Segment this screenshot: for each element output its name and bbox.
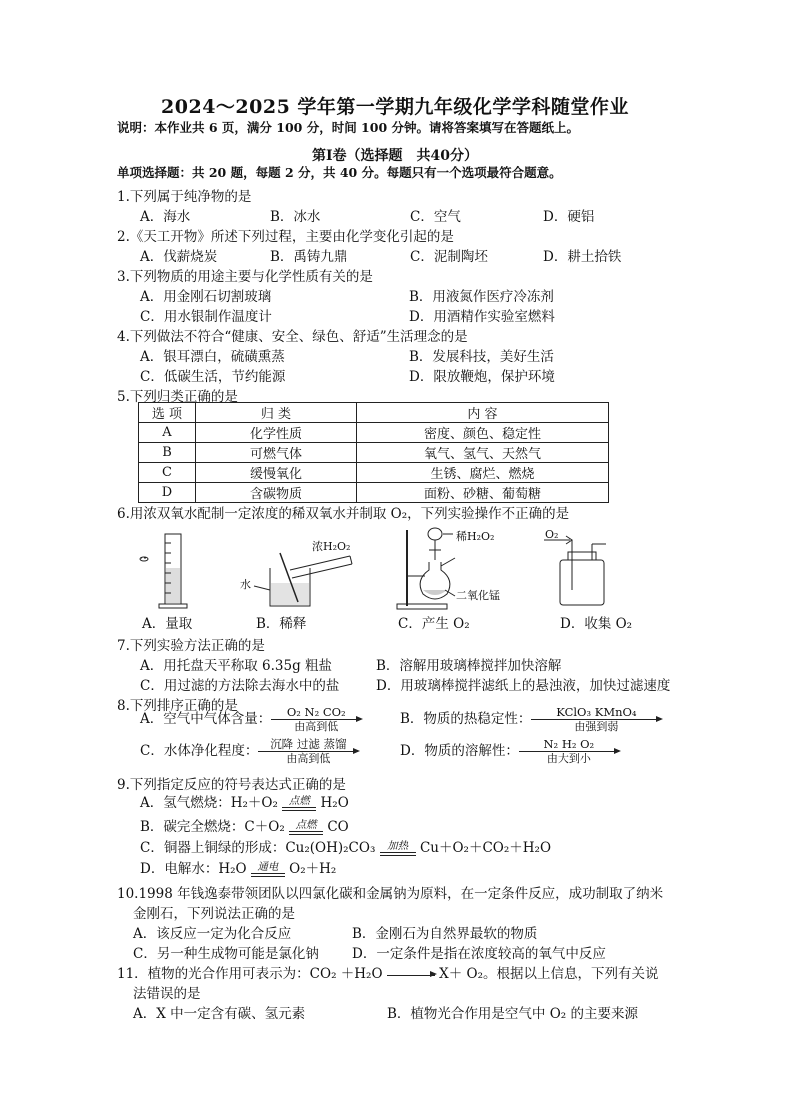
label-manganese-dioxide: 二氧化锰 — [456, 589, 500, 602]
reaction-arrow — [387, 973, 435, 976]
question-7-option-a: A．用托盘天平称取 6.35g 粗盐 — [140, 658, 333, 674]
arrow-bottom-text: 由高到低 — [294, 720, 339, 733]
reaction-condition — [251, 862, 285, 877]
reaction-condition — [289, 820, 323, 835]
label-o2: O₂ — [545, 528, 559, 541]
equals-sign — [380, 852, 416, 856]
question-8-option-d — [400, 738, 619, 765]
products: Cu＋O₂＋CO₂＋H₂O — [419, 840, 552, 856]
table-cell: 生锈、腐烂、燃烧 — [357, 463, 609, 483]
arrow-line — [519, 751, 619, 752]
reactants: D．电解水：H₂O — [140, 861, 247, 877]
question-2-option-b: B．禹铸九鼎 — [270, 249, 348, 265]
ordering-arrow — [258, 738, 358, 765]
question-11-stem-line-2: 法错误的是 — [133, 986, 201, 1002]
question-9-option-b — [140, 815, 349, 835]
table-header-row — [139, 403, 609, 423]
arrow-bottom-text: 由强到弱 — [574, 720, 619, 733]
classification-table — [138, 402, 609, 503]
ordering-arrow — [531, 706, 661, 733]
condition-text: 点燃 — [295, 819, 317, 831]
equals-sign — [289, 831, 323, 835]
table-header-cell: 选 项 — [139, 403, 196, 423]
table-row — [139, 463, 609, 483]
ordering-arrow — [519, 738, 619, 765]
question-3-option-d: D．用酒精作实验室燃料 — [409, 309, 555, 325]
question-7-stem: 7.下列实验方法正确的是 — [117, 638, 265, 654]
option-d-label: D．物质的溶解性： — [400, 743, 519, 759]
table-cell: 含碳物质 — [196, 483, 357, 503]
condition-text: 点燃 — [288, 795, 310, 807]
table-row — [139, 423, 609, 443]
question-10-option-a: A．该反应一定为化合反应 — [133, 926, 292, 942]
question-3-option-c: C．用水银制作温度计 — [140, 309, 272, 325]
question-8-option-c — [140, 738, 358, 765]
label-concentrated-h2o2: 浓H₂O₂ — [312, 540, 351, 553]
reactants: B．碳完全燃烧：C＋O₂ — [140, 819, 285, 835]
question-8-option-b — [400, 706, 661, 733]
question-2-stem: 2.《天工开物》所述下列过程，主要由化学变化引起的是 — [117, 229, 454, 245]
arrow-top-text: N₂ H₂ O₂ — [543, 737, 595, 751]
question-6-option-b: B．稀释 — [256, 616, 307, 632]
condition-text: 通电 — [257, 861, 279, 873]
table-cell: 可燃气体 — [196, 443, 357, 463]
question-11-option-a: A．X 中一定含有碳、氢元素 — [133, 1006, 306, 1022]
reaction-condition — [282, 796, 316, 811]
measuring-cylinder-figure — [135, 528, 195, 610]
condition-text: 加热 — [387, 840, 409, 852]
table-cell: D — [139, 483, 196, 503]
question-6-option-a: A．量取 — [142, 616, 193, 632]
arrow-line — [531, 719, 661, 720]
table-cell: A — [139, 423, 196, 443]
products: H₂O — [320, 795, 349, 811]
question-2-option-c: C．泥制陶坯 — [410, 249, 488, 265]
question-6-stem: 6.用浓双氧水配制一定浓度的稀双氧水并制取 O₂，下列实验操作不正确的是 — [117, 506, 570, 522]
question-4-stem: 4.下列做法不符合“健康、安全、绿色、舒适”生活理念的是 — [117, 329, 468, 345]
question-6-option-c: C．产生 O₂ — [398, 616, 470, 632]
question-7-option-c: C．用过滤的方法除去海水中的盐 — [140, 678, 340, 694]
arrow-top-text: KClO₃ KMnO₄ — [556, 705, 637, 719]
table-cell: B — [139, 443, 196, 463]
question-2-option-a: A．伐薪烧炭 — [140, 249, 218, 265]
question-5-stem: 5.下列归类正确的是 — [117, 389, 238, 405]
arrow-bottom-text: 由高到低 — [286, 752, 331, 765]
question-10-stem-line-1: 10.1998 年钱逸泰带领团队以四氯化碳和金属钠为原料，在一定条件反应，成功制取了纳米 — [117, 886, 664, 902]
question-9-option-d — [140, 857, 336, 877]
table-cell: 缓慢氧化 — [196, 463, 357, 483]
table-cell: C — [139, 463, 196, 483]
question-10-stem-line-2: 金刚石，下列说法正确的是 — [133, 906, 295, 922]
question-10-option-b: B．金刚石为自然界最软的物质 — [352, 926, 538, 942]
question-10-option-d: D．一定条件是指在浓度较高的氧气中反应 — [352, 946, 606, 962]
equals-sign — [282, 807, 316, 811]
equals-sign — [251, 873, 285, 877]
gas-collection-figure — [540, 530, 620, 610]
table-row — [139, 443, 609, 463]
question-9-option-c — [140, 836, 551, 856]
arrow-top-text: 沉降 过滤 蒸馏 — [270, 737, 347, 751]
table-cell: 面粉、砂糖、葡萄糖 — [357, 483, 609, 503]
label-dilute-h2o2: 稀H₂O₂ — [456, 530, 495, 543]
question-2-option-d: D．耕土拾铁 — [543, 249, 622, 265]
question-10-option-c: C．另一种生成物可能是氯化钠 — [133, 946, 319, 962]
question-9-stem: 9.下列指定反应的符号表达式正确的是 — [117, 777, 346, 793]
ordering-arrow — [271, 706, 361, 733]
stem-part-1: 11．植物的光合作用可表示为：CO₂ ＋H₂O — [117, 966, 383, 982]
question-7-option-b: B．溶解用玻璃棒搅拌加快溶解 — [376, 658, 562, 674]
question-3-option-b: B．用液氮作医疗冷冻剂 — [409, 289, 554, 305]
table-header-cell: 归 类 — [196, 403, 357, 423]
question-4-option-a: A．银耳漂白，硫磺熏蒸 — [140, 349, 285, 365]
products: O₂＋H₂ — [289, 861, 337, 877]
question-3-option-a: A．用金刚石切割玻璃 — [140, 289, 272, 305]
option-a-label: A．空气中气体含量： — [140, 711, 272, 727]
arrow-head — [430, 971, 437, 977]
table-row — [139, 483, 609, 503]
question-1-option-d: D．硬铝 — [543, 209, 595, 225]
arrow-line — [258, 751, 358, 752]
section-instruction: 单项选择题：共 20 题，每题 2 分，共 40 分。每题只有一个选项最符合题意。 — [117, 165, 562, 180]
arrow-top-text: O₂ N₂ CO₂ — [286, 705, 346, 719]
table-cell: 化学性质 — [196, 423, 357, 443]
question-4-option-d: D．限放鞭炮，保护环境 — [409, 369, 555, 385]
question-7-option-d: D．用玻璃棒搅拌滤纸上的悬浊液，加快过滤速度 — [376, 678, 671, 694]
table-cell: 氧气、氢气、天然气 — [357, 443, 609, 463]
question-4-option-b: B．发展科技，美好生活 — [409, 349, 554, 365]
question-8-stem: 8.下列排序正确的是 — [117, 698, 238, 714]
table-cell: 密度、颜色、稳定性 — [357, 423, 609, 443]
products: CO — [327, 819, 349, 835]
arrow-line — [387, 975, 435, 976]
option-c-label: C．水体净化程度： — [140, 743, 259, 759]
question-11-stem-line-1 — [117, 962, 659, 982]
question-1-option-a: A．海水 — [140, 209, 191, 225]
question-4-option-c: C．低碳生活，节约能源 — [140, 369, 286, 385]
arrow-bottom-text: 由大到小 — [546, 752, 591, 765]
question-1-option-b: B．冰水 — [270, 209, 321, 225]
reactants: C．铜器上铜绿的形成：Cu₂(OH)₂CO₃ — [140, 840, 376, 856]
question-11-option-b: B．植物光合作用是空气中 O₂ 的主要来源 — [387, 1006, 638, 1022]
label-water: 水 — [240, 578, 251, 591]
table-header-cell: 内 容 — [357, 403, 609, 423]
question-9-option-a — [140, 791, 349, 811]
question-8-option-a — [140, 706, 361, 733]
question-6-option-d: D．收集 O₂ — [560, 616, 633, 632]
question-1-option-c: C．空气 — [410, 209, 461, 225]
option-b-label: B．物质的热稳定性： — [400, 711, 532, 727]
reaction-condition — [380, 841, 416, 856]
section-heading: 第Ⅰ卷（选择题 共40分） — [311, 148, 479, 164]
instructions-note: 说明：本作业共 6 页，满分 100 分，时间 100 分钟。请将答案填写在答题纸上。 — [117, 120, 579, 135]
arrow-line — [271, 719, 361, 720]
question-1-stem: 1.下列属于纯净物的是 — [117, 189, 252, 205]
reactants: A．氢气燃烧：H₂＋O₂ — [140, 795, 278, 811]
question-3-stem: 3.下列物质的用途主要与化学性质有关的是 — [117, 269, 373, 285]
page-title: 2024～2025 学年第一学期九年级化学学科随堂作业 — [161, 96, 629, 118]
stem-part-2: X＋ O₂。根据以上信息，下列有关说 — [439, 966, 659, 982]
